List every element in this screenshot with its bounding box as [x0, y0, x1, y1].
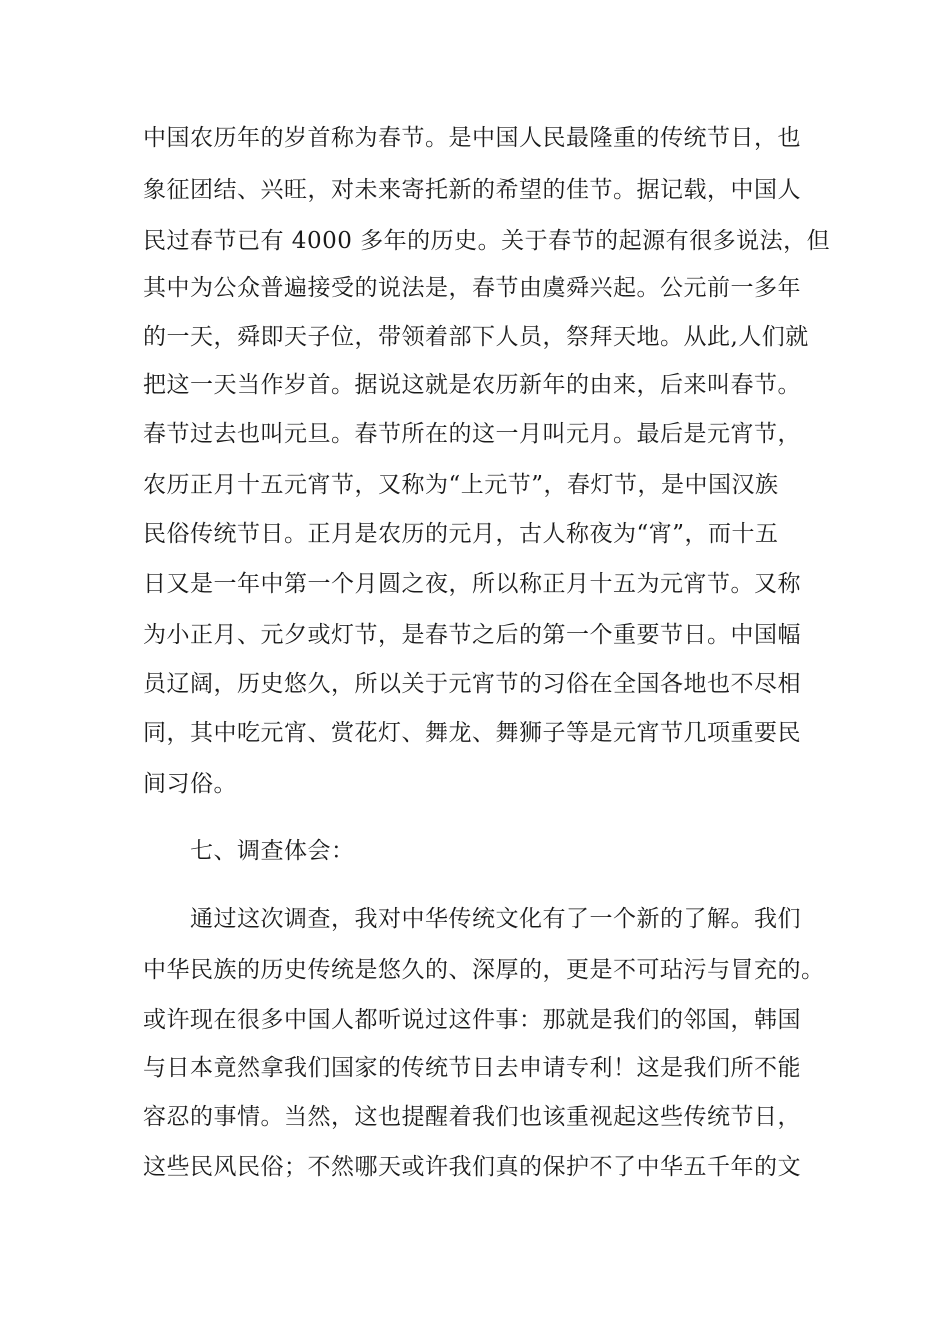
text-line: 其中为公众普遍接受的说法是，春节由虞舜兴起。公元前一多年 — [143, 275, 801, 301]
text-line: 象征团结、兴旺，对未来寄托新的希望的佳节。据记载，中国人 — [143, 177, 801, 203]
text-line: 中国农历年的岁首称为春节。是中国人民最隆重的传统节日，也 — [143, 125, 801, 151]
text-line: 为小正月、元夕或灯节，是春节之后的第一个重要节日。中国幅 — [143, 622, 801, 648]
text-line: 这些民风民俗；不然哪天或许我们真的保护不了中华五千年的文 — [143, 1154, 801, 1180]
text-line: 同，其中吃元宵、赏花灯、舞龙、舞狮子等是元宵节几项重要民 — [143, 720, 801, 746]
text-line: 把这一天当作岁首。据说这就是农历新年的由来，后来叫春节。 — [143, 372, 801, 398]
text-line: 民俗传统节日。正月是农历的元月，古人称夜为“宵”，而十五 — [143, 521, 779, 547]
section-heading: 七、调查体会： — [190, 838, 355, 864]
text-line: 与日本竟然拿我们国家的传统节日去申请专利！这是我们所不能 — [143, 1055, 801, 1081]
text-line: 或许现在很多中国人都听说过这件事：那就是我们的邻国，韩国 — [143, 1007, 801, 1033]
text-line: 的一天，舜即天子位，带领着部下人员，祭拜天地。从此,人们就 — [143, 324, 809, 350]
text-line: 员辽阔，历史悠久，所以关于元宵节的习俗在全国各地也不尽相 — [143, 671, 801, 697]
text-line: 通过这次调查，我对中华传统文化有了一个新的了解。我们 — [190, 906, 801, 932]
text-line: 春节过去也叫元旦。春节所在的这一月叫元月。最后是元宵节， — [143, 421, 801, 447]
text-line: 日又是一年中第一个月圆之夜，所以称正月十五为元宵节。又称 — [143, 571, 801, 597]
text-line: 容忍的事情。当然，这也提醒着我们也该重视起这些传统节日， — [143, 1104, 801, 1130]
text-line: 农历正月十五元宵节，又称为“上元节”，春灯节，是中国汉族 — [143, 472, 779, 498]
text-line: 民过春节已有 4000 多年的历史。关于春节的起源有很多说法，但 — [143, 228, 831, 254]
text-line: 间习俗。 — [143, 771, 237, 797]
text-line: 中华民族的历史传统是悠久的、深厚的，更是不可玷污与冒充的。 — [143, 957, 825, 983]
